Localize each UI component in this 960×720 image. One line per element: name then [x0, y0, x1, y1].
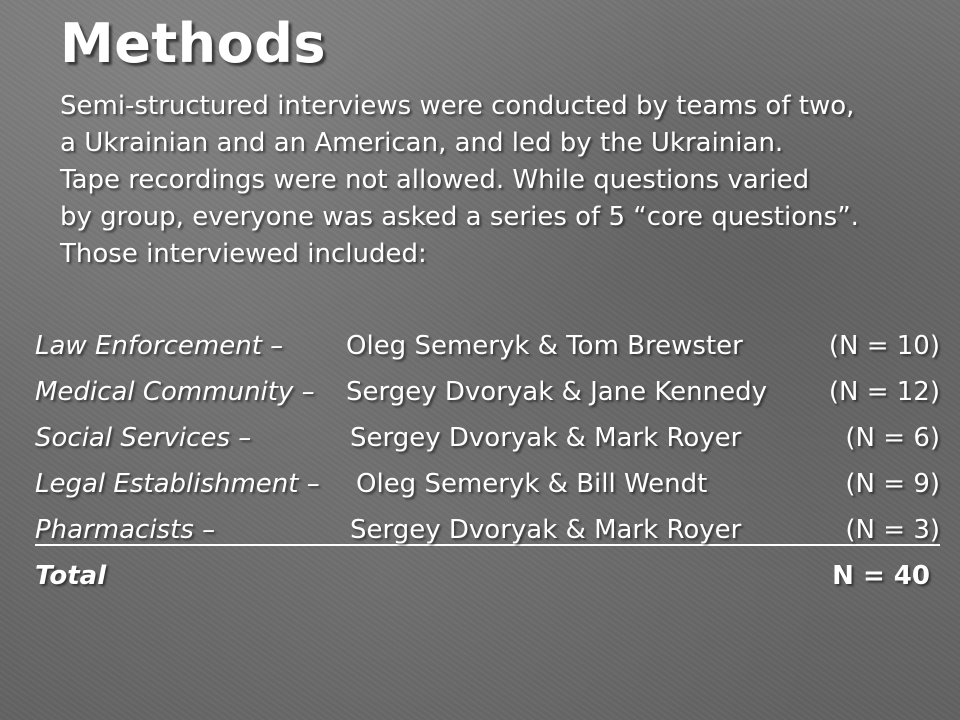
total-count: N = 40 [832, 561, 930, 591]
group-role: Social Services – [35, 423, 252, 453]
group-row-law-enforcement [35, 326, 945, 372]
group-role: Law Enforcement – [35, 331, 284, 361]
intro-line: Tape recordings were not allowed. While questions varied [60, 165, 810, 195]
group-role: Medical Community – [35, 377, 315, 407]
total-row [35, 556, 945, 602]
group-team: Sergey Dvoryak & Jane Kennedy [346, 377, 768, 407]
group-count: (N = 10) [828, 331, 940, 361]
group-role: Pharmacists – [35, 515, 216, 545]
group-count: (N = 3) [845, 515, 940, 545]
interview-groups-list [35, 326, 945, 602]
group-team: Sergey Dvoryak & Mark Royer [350, 423, 742, 453]
group-row-pharmacists [35, 510, 945, 556]
intro-line: by group, everyone was asked a series of 5 “core questions”. [60, 202, 859, 232]
group-team: Sergey Dvoryak & Mark Royer [350, 515, 742, 545]
group-count: (N = 12) [828, 377, 940, 407]
group-team: Oleg Semeryk & Tom Brewster [346, 331, 743, 361]
group-row-medical-community [35, 372, 945, 418]
intro-line: a Ukrainian and an American, and led by the Ukrainian. [60, 128, 784, 158]
slide-title: Methods [60, 12, 327, 75]
group-team: Oleg Semeryk & Bill Wendt [356, 469, 708, 499]
group-count: (N = 6) [845, 423, 940, 453]
total-label: Total [35, 561, 107, 591]
intro-line: Those interviewed included: [60, 239, 427, 269]
group-role: Legal Establishment – [35, 469, 320, 499]
intro-paragraph [60, 88, 940, 273]
group-count: (N = 9) [845, 469, 940, 499]
group-row-social-services [35, 418, 945, 464]
intro-line: Semi-structured interviews were conducted by teams of two, [60, 91, 855, 121]
group-row-legal-establishment [35, 464, 945, 510]
